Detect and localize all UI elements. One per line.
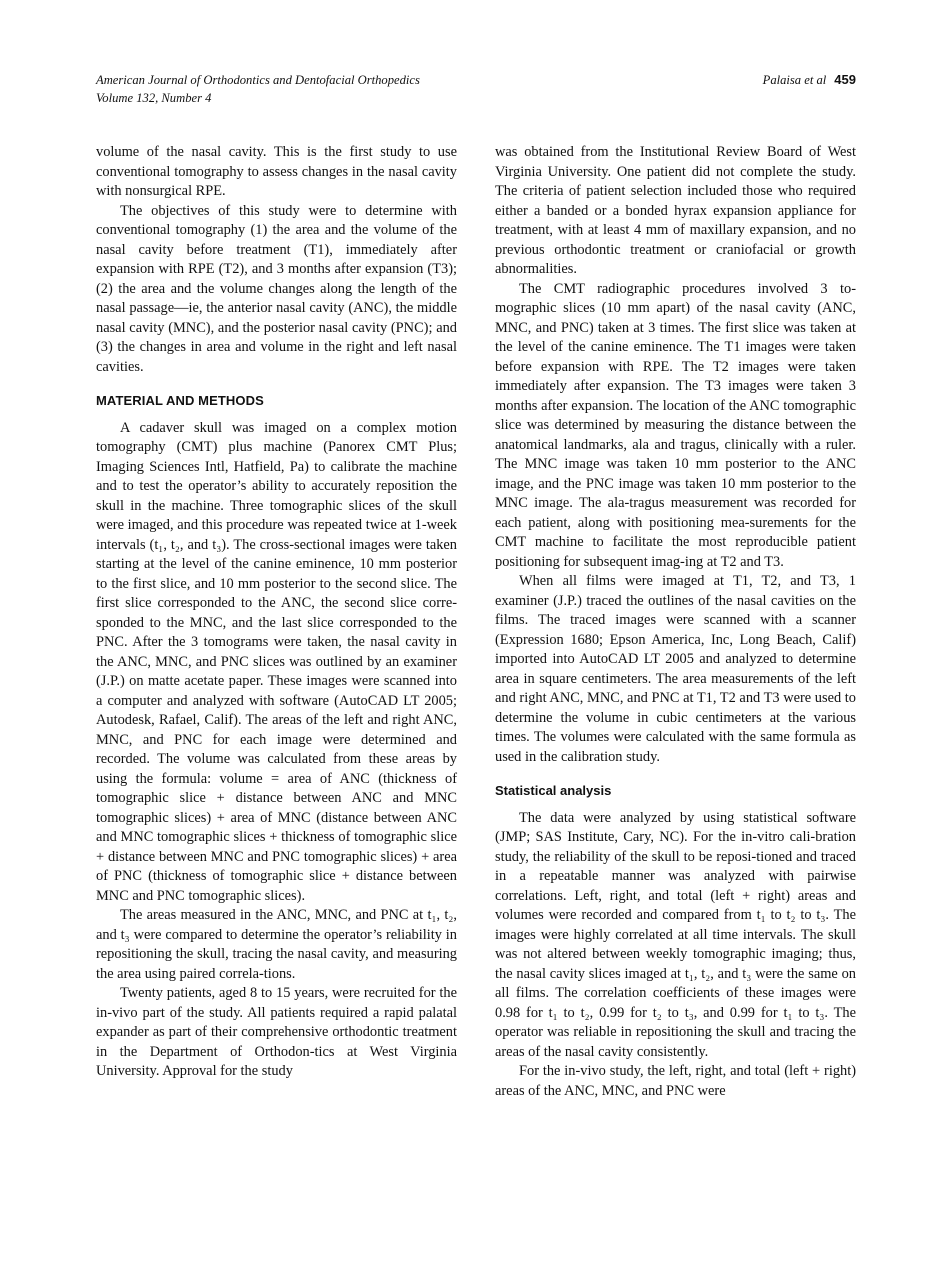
- paragraph: was obtained from the Institutional Review Board of West Virginia University. One patient did not complete the study. The criteria of patient selection included those who required either a banded or a bonded hyrax expansion appliance for treatment, with at least 4 mm of maxillary expansion, and no previous orthodontic treatment or craniofacial or growth abnormalities.: [495, 144, 856, 277]
- paragraph: For the in-vivo study, the left, right, and total (left + right) areas of the ANC, MNC, and PNC were: [495, 1063, 856, 1099]
- paragraph: Twenty patients, aged 8 to 15 years, were recruited for the in-vivo part of the study. All patients required a rapid palatal expander as part of their comprehensive orthodontic treatment in the Department of Orthodon-tics at West Virginia University. Approval for the study: [96, 985, 457, 1079]
- journal-volume: Volume 132, Number 4: [96, 91, 212, 105]
- subsection-heading: Statistical analysis: [495, 783, 612, 798]
- paragraph: The data were analyzed by using statistical software (JMP; SAS Institute, Cary, NC). For the in-vitro cali-bration study, the reliability of the skull to be reposi-tioned and traced in a repeatable manner was analyzed with pairwise correlations. Left, right, and total (left + right) areas and volumes were recorded and compared from t₁ to t₂ to t₃. The images were highly correlated at all time intervals. The skull was not altered between weekly tomographic imaging; thus, the nasal cavity slices imaged at t₁, t₂, and t₃ were the same on all films. The correlation coefficients of these images were 0.98 for t₁ to t₂, 0.99 for t₂ to t₃, and 0.99 for t₁ to t₃. The operator was reliable in repositioning the skull and tracing the areas of the nasal cavity consistently.: [495, 809, 856, 1060]
- paragraph: The objectives of this study were to determine with conventional tomography (1) the area and the volume of the nasal cavity before treatment (T1), immediately after expansion with RPE (T2), and 3 months after expansion (T3); (2) the area and the volume changes along the length of the nasal passage—ie, the anterior nasal cavity (ANC), the middle nasal cavity (MNC), and the posterior nasal cavity (PNC); and (3) the changes in area and volume in the right and left nasal cavities.: [96, 202, 457, 375]
- section-heading: MATERIAL AND METHODS: [96, 393, 264, 408]
- paragraph: volume of the nasal cavity. This is the first study to use conventional tomography to assess changes in the nasal cavity with nonsurgical RPE.: [96, 144, 457, 199]
- paragraph: The areas measured in the ANC, MNC, and PNC at t₁, t₂, and t₃ were compared to determine the operator’s reliability in repositioning the skull, tracing the nasal cavity, and measuring the area using paired correla-tions.: [96, 907, 457, 982]
- paragraph: A cadaver skull was imaged on a complex motion tomography (CMT) plus machine (Panorex CMT Plus; Imaging Sciences Intl, Hatfield, Pa) to calibrate the machine and to test the operator’s ability to accurately reposition the skull in the machine. Three tomographic slices of the skull were imaged, and this procedure was repeated twice at 1-week intervals (t₁, t₂, and t₃). The cross-sectional images were taken starting at the level of the canine eminence, 10 mm posterior to the first slice, and 10 mm posterior to the second slice. The first slice corresponded to the ANC, the second slice corre-sponded to the MNC, and the last slice corresponded to the PNC. After the 3 tomograms were taken, the nasal cavity in the ANC, MNC, and PNC slices was outlined by an examiner (J.P.) on matte acetate paper. These images were scanned into a computer and analyzed with software (AutoCAD LT 2005; Autodesk, Rafael, Calif). The areas of the left and right ANC, MNC, and PNC for each image were determined and recorded. The volume was calculated from these areas by using the formula: volume = area of ANC (thickness of tomographic slice + distance between ANC and MNC tomographic slices) + area of MNC (distance between ANC and MNC tomographic slices + thickness of tomographic slice + distance between MNC and PNC tomographic slices) + area of PNC (thickness of tomographic slice + distance between MNC and PNC tomographic slices).: [96, 419, 457, 904]
- journal-title: American Journal of Orthodontics and Dentofacial Orthopedics: [96, 73, 420, 87]
- right-column: [495, 143, 856, 1101]
- paragraph: When all films were imaged at T1, T2, and T3, 1 examiner (J.P.) traced the outlines of the nasal cavities on the films. The traced images were scanned with a scanner (Expression 1680; Epson America, Inc, Long Beach, Calif) imported into AutoCAD LT 2005 and analyzed to determine area in square centimeters. The area measurements of the left and right ANC, MNC, and PNC at T1, T2 and T3 were used to determine the volume in cubic centimeters at the various times. The volumes were calculated with the same formula as used in the calibration study.: [495, 573, 856, 765]
- running-authors: Palaisa et al: [762, 73, 827, 87]
- left-column: [96, 143, 457, 1082]
- paragraph: The CMT radiographic procedures involved 3 to-mographic slices (10 mm apart) of the nasal cavity (ANC, MNC, and PNC) taken at 3 times. The first slice was taken at the level of the canine eminence. The T1 images were taken before expansion with RPE. The T2 images were taken immediately after expansion. The T3 images were taken 3 months after expansion. The location of the ANC tomographic slice was determined by measuring the distance between the anatomical landmarks, ala and tragus, clinically with a ruler. The MNC image was taken 10 mm posterior to the ANC image, and the PNC image was taken 10 mm posterior to the MNC image. The ala-tragus measurement was recorded for each patient, along with positioning mea-surements for the CMT machine to facilitate the most reproducible patient positioning for subsequent imag-ing at T2 and T3.: [495, 280, 856, 570]
- running-header-journal: [96, 71, 420, 107]
- running-header-page: [763, 71, 856, 89]
- page-number: 459: [834, 72, 856, 87]
